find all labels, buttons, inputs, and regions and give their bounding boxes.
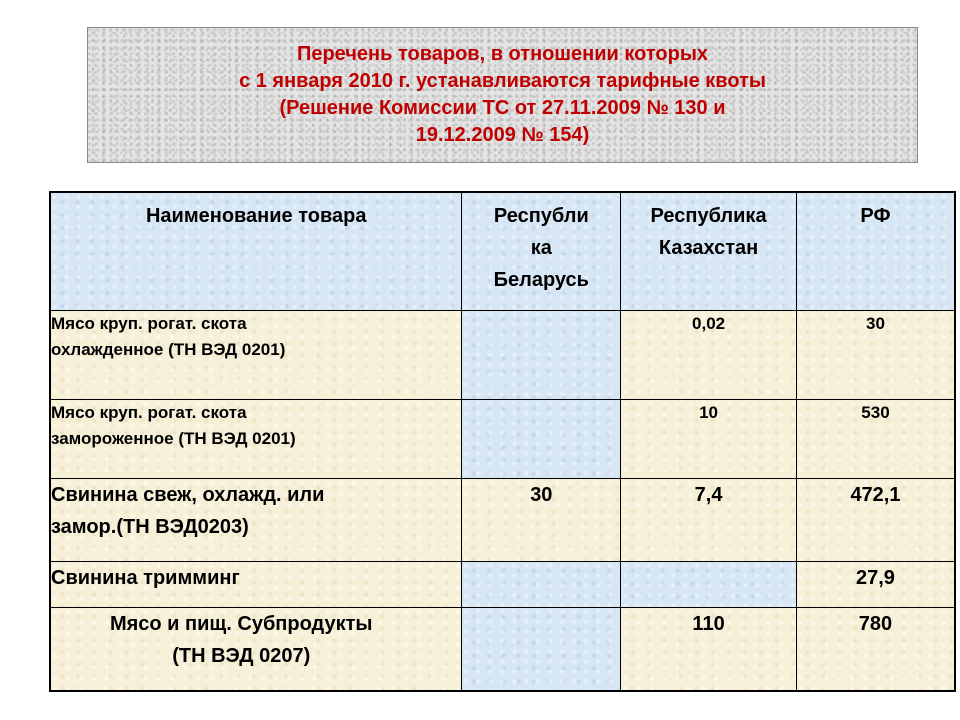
header-kazakhstan-line-2: Казахстан <box>658 237 759 259</box>
row-3-kazakhstan: 7,4 <box>621 478 797 561</box>
row-3-product-name <box>50 478 462 561</box>
row-5-rf: 780 <box>796 607 955 691</box>
table-row <box>50 607 955 691</box>
header-rf <box>796 192 955 310</box>
row-1-belarus <box>462 310 621 399</box>
title-line-2: с 1 января 2010 г. устанавливаются тарифные квоты <box>239 70 766 92</box>
table-row <box>50 478 955 561</box>
row-5-product-name <box>50 607 462 691</box>
row-4-kazakhstan <box>621 561 797 607</box>
header-belarus-line-3: Беларусь <box>493 269 589 291</box>
row-2-name-line-2: замороженное (ТН ВЭД 0201) <box>51 428 296 448</box>
header-belarus <box>462 192 621 310</box>
title-line-3: (Решение Комиссии ТС от 27.11.2009 № 130 и <box>279 97 726 119</box>
row-5-belarus <box>462 607 621 691</box>
row-1-kazakhstan: 0,02 <box>621 310 797 399</box>
row-4-rf: 27,9 <box>796 561 955 607</box>
row-3-rf: 472,1 <box>796 478 955 561</box>
row-4-name-line-1: Свинина тримминг <box>51 566 240 589</box>
row-3-name-line-1: Свинина свеж, охлажд. или <box>51 483 325 506</box>
table-row <box>50 310 955 399</box>
row-5-kazakhstan: 110 <box>621 607 797 691</box>
table-row <box>50 399 955 478</box>
title-line-1: Перечень товаров, в отношении которых <box>296 43 709 65</box>
row-1-product-name <box>50 310 462 399</box>
header-kazakhstan <box>621 192 797 310</box>
row-4-belarus <box>462 561 621 607</box>
table-header-row <box>50 192 955 310</box>
row-5-name-line-2: (ТН ВЭД 0207) <box>172 644 311 667</box>
header-belarus-line-2: ка <box>530 237 552 259</box>
header-product-name-text: Наименование товара <box>145 205 367 227</box>
row-3-belarus: 30 <box>462 478 621 561</box>
table-row <box>50 561 955 607</box>
header-product-name <box>50 192 462 310</box>
row-3-name-line-2: замор.(ТН ВЭД0203) <box>51 515 249 538</box>
header-rf-text: РФ <box>860 205 891 227</box>
title-box <box>87 27 918 163</box>
row-2-belarus <box>462 399 621 478</box>
header-belarus-line-1: Республи <box>493 205 589 227</box>
row-1-rf: 30 <box>796 310 955 399</box>
row-2-kazakhstan: 10 <box>621 399 797 478</box>
row-2-product-name <box>50 399 462 478</box>
row-2-rf: 530 <box>796 399 955 478</box>
header-kazakhstan-line-1: Республика <box>650 205 767 227</box>
row-2-name-line-1: Мясо круп. рогат. скота <box>51 402 247 422</box>
row-1-name-line-1: Мясо круп. рогат. скота <box>51 313 247 333</box>
row-4-product-name <box>50 561 462 607</box>
tariff-quota-table <box>49 191 956 692</box>
row-5-name-line-1: Мясо и пищ. Субпродукты <box>109 612 373 635</box>
title-line-4: 19.12.2009 № 154) <box>415 124 590 146</box>
row-1-name-line-2: охлажденное (ТН ВЭД 0201) <box>51 339 286 359</box>
